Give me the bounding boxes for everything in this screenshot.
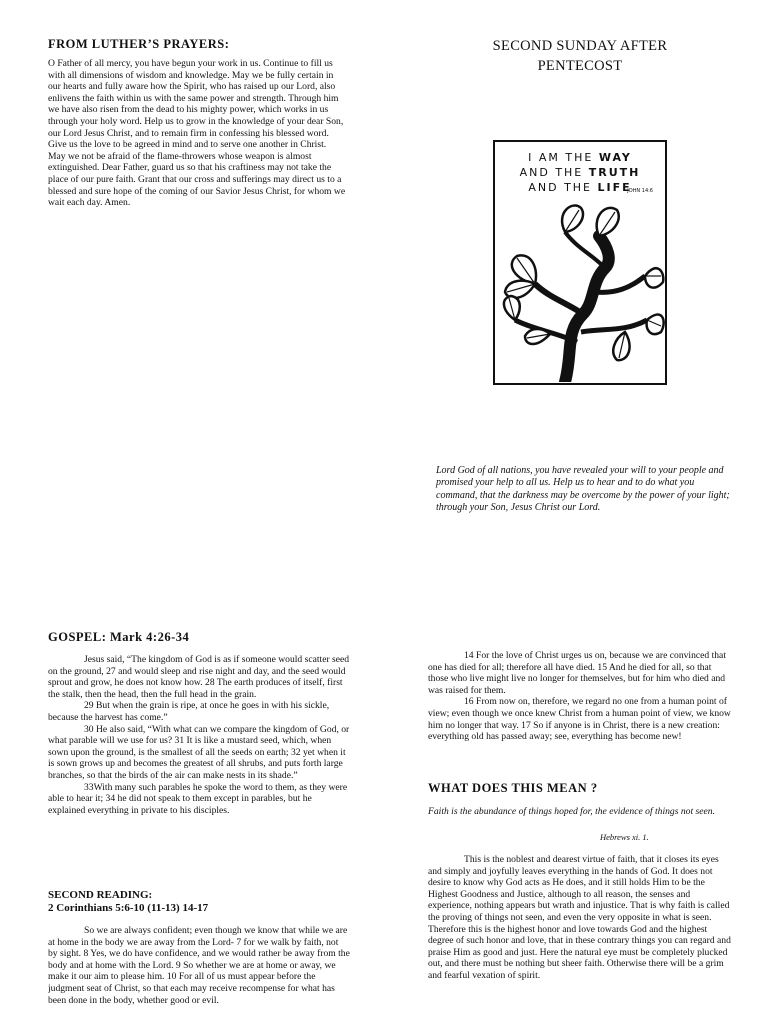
prayer-heading: FROM LUTHER’S PRAYERS: bbox=[48, 37, 230, 51]
meaning-text bbox=[428, 854, 732, 1024]
reading-continued bbox=[428, 650, 732, 743]
artwork-line-1: I AM THE WAY bbox=[528, 151, 632, 164]
gospel-heading: GOSPEL: Mark 4:26-34 bbox=[48, 630, 190, 644]
continued-paragraph-1: 14 For the love of Christ urges us on, because we are convinced that one has died for all; therefore all have died. 15 And he died for all, so that those who live might live no longer for themselves, but for him who died and was raised for them. bbox=[428, 650, 726, 696]
gospel-paragraph-2: 29 But when the grain is ripe, at once he goes in with his sickle, because the harvest has come.” bbox=[48, 700, 330, 723]
second-reading-paragraph-1: So we are always confident; even though we know that while we are at home in the body we are away from the Lord- 7 for we walk by faith, not by sight. 8 Yes, we do have confidence, and we would rather be away from the body and at home with the Lord. 9 So whether we are at home or away, we make it our aim to please him. 10 For all of us must appear before the judgment seat of Christ, so that each may receive recompense for what has been done in the body, whether good or evil. bbox=[48, 925, 350, 1006]
gospel-paragraph-1: Jesus said, “The kingdom of God is as if someone would scatter seed on the ground, 27 and would sleep and rise night and day, and the seed would sprout and grow, he does not know how. 28 The earth produces of itself, first the stalk, then the head, then the full head in the grain. bbox=[48, 654, 350, 700]
collect-prayer: Lord God of all nations, you have revealed your will to your people and promised your help to all us. Help us to hear and to do what you command, that the darkness may be overcome by the power of your light; through your Son, Jesus Christ our Lord. bbox=[436, 465, 730, 514]
meaning-quote: Faith is the abundance of things hoped for, the evidence of things not seen. bbox=[428, 806, 715, 817]
second-reading-heading bbox=[48, 889, 208, 915]
prayer-text: O Father of all mercy, you have begun your work in us. Continue to fill us with all dimensions of wisdom and knowledge. May we be fully certain in our hearts and fully aware how the Spirit, who has raised up our Lord, also enlivens the faith within us with the same power and strength. Through him we have also risen from the dead to his mighty power, which works in us through your holy word. Help us to grow in the knowledge of your dear Son, our Lord Jesus Christ, and to remain firm in confessing his blessed word. Give us the love to be agreed in mind and to serve one another in Christ. May we not be afraid of the flame-throwers whose weapon is almost extinguished. Dear Father, guard us so that his craftiness may not take the place of our pure faith. Grant that our cross and sufferings may direct us to a blessed and sure hope of the coming of our Savior Jesus Christ, for whom we wait each day. Amen. bbox=[48, 58, 346, 209]
title-line-2: PENTECOST bbox=[537, 58, 623, 74]
gospel-paragraph-3: 30 He also said, “With what can we compare the kingdom of God, or what parable will we use for us? 31 It is like a mustard seed, which, when sown upon the ground, is the smallest of all the seeds on earth; 32 yet when it is sown grows up and becomes the greatest of all shrubs, and puts forth large branches, so that the birds of the air can make nests in its shade.” bbox=[48, 723, 350, 781]
second-reading-reference: 2 Corinthians 5:6-10 (11-13) 14-17 bbox=[48, 902, 209, 914]
artwork-reference: JOHN 14:6 bbox=[627, 188, 653, 194]
second-reading-label: SECOND READING: bbox=[48, 889, 153, 901]
vine-illustration bbox=[495, 202, 665, 382]
gospel-text bbox=[48, 654, 350, 816]
second-reading-text bbox=[48, 925, 350, 1024]
title-line-1: SECOND SUNDAY AFTER bbox=[492, 38, 668, 54]
page-title bbox=[420, 36, 740, 76]
artwork-line-2: AND THE TRUTH bbox=[519, 166, 641, 179]
continued-paragraph-2: 16 From now on, therefore, we regard no one from a human point of view; even though we once knew Christ from a human point of view, we know him no longer that way. 17 So if anyone is in Christ, there is a new creation: everything old has passed away; see, everything has become new! bbox=[428, 696, 731, 743]
meaning-heading: WHAT DOES THIS MEAN ? bbox=[428, 781, 598, 795]
meaning-citation: Hebrews xi. 1. bbox=[600, 832, 649, 842]
artwork-line-3: AND THE LIFE bbox=[528, 181, 632, 194]
vine-artwork bbox=[493, 140, 667, 385]
gospel-paragraph-4: 33With many such parables he spoke the word to them, as they were able to hear it; 34 he did not speak to them except in parables, but he explained everything in private to his disciples. bbox=[48, 781, 348, 816]
meaning-paragraph-1: This is the noblest and dearest virtue of faith, that it closes its eyes and simply and joyfully leaves everything in the hands of God. It does not desire to know why God acts as He does, and it still holds Him to be the Highest Goodness and Justice, although to all reason, the senses and experience, nothing appears but wrath and injustice. That is why faith is called the proving of things not seen, and even the very opposite in what is seen. Therefore this is the highest honor and love towards God and the highest degree of such honor and love, that in these contrary things you can regard and praise Him as good and just. Here the natural eye must be completely plucked out, and there must be nothing but sheer faith. Otherwise there will be a grim and fearful vexation of spirit. bbox=[428, 854, 731, 981]
